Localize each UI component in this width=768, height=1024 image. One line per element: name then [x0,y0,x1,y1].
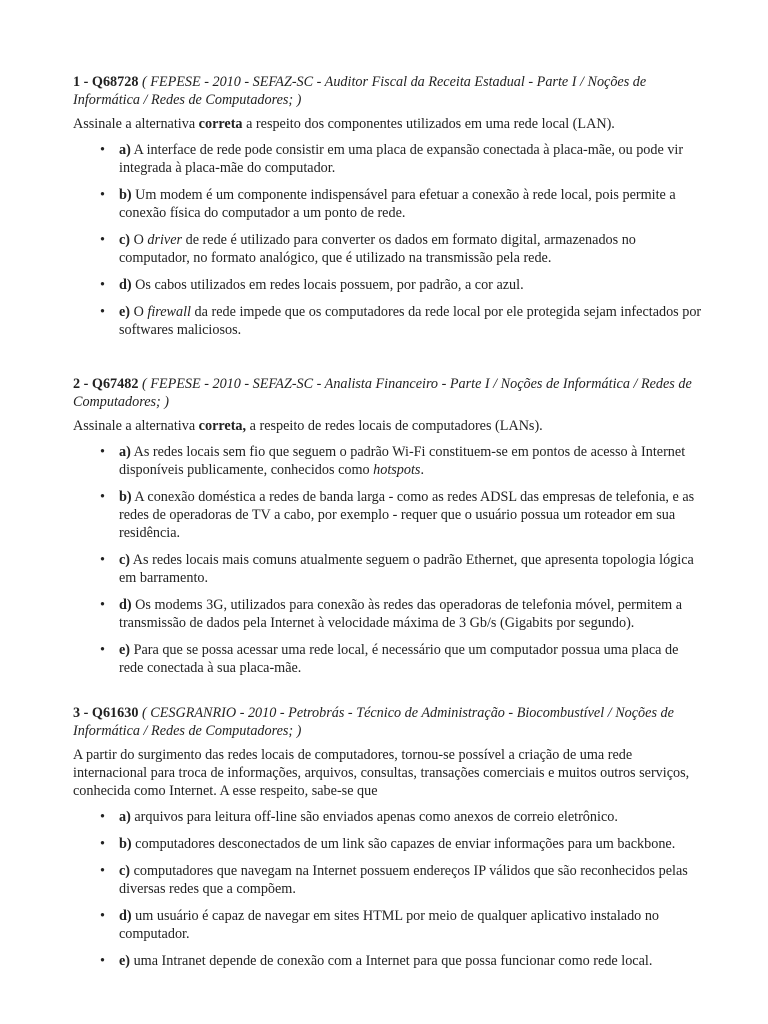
question-number: 3 - Q61630 [73,705,139,721]
question-stem [73,115,703,133]
bullet-icon: • [100,444,105,460]
option-b[interactable] [73,186,703,222]
bullet-icon: • [100,277,105,293]
stem-text: A partir do surgimento das redes locais de computadores, tornou-se possível a criação de uma rede internacional para troca de informações, arquivos, consultas, transações comerciais e muitos outros serviços, conhecida como Internet. A esse respeito, sabe-se que [73,747,690,799]
option-text-end: de rede é utilizado para converter os dados em formato digital, armazenados no computador, no formato analógico, que é utilizado na transmissão pela rede. [119,232,636,266]
option-text: computadores desconectados de um link são capazes de enviar informações para um backbone. [131,836,676,852]
option-text: Um modem é um componente indispensável para efetuar a conexão à rede local, pois permite a conexão física do computador a um ponto de rede. [119,187,676,221]
option-d[interactable] [73,276,703,294]
options-list [73,443,703,677]
option-letter: a) [119,809,131,825]
question-source: ( FEPESE - 2010 - SEFAZ-SC - Analista Financeiro - Parte I / Noções de Informática / Redes de Computadores; ) [73,376,692,410]
option-letter: e) [119,642,131,658]
stem-text-end: a respeito dos componentes utilizados em uma rede local (LAN). [242,116,615,132]
stem-bold: correta [198,116,243,132]
option-letter: d) [119,908,132,924]
option-e[interactable] [73,952,703,970]
question-2 [73,375,703,686]
option-c[interactable] [73,231,703,267]
option-letter: a) [119,444,131,460]
option-a[interactable] [73,443,703,479]
bullet-icon: • [100,809,105,825]
option-letter: d) [119,277,132,293]
question-header [73,375,703,411]
bullet-icon: • [100,489,105,505]
question-stem [73,746,703,800]
option-text: As redes locais sem fio que seguem o padrão Wi-Fi constituem-se em pontos de acesso à Internet disponíveis publicamente, conhecidos como [119,444,686,478]
option-a[interactable] [73,808,703,826]
option-letter: a) [119,142,131,158]
option-e[interactable] [73,641,703,677]
option-b[interactable] [73,488,703,542]
stem-text-end: a respeito de redes locais de computadores (LANs). [246,418,543,434]
option-b[interactable] [73,835,703,853]
option-letter: b) [119,836,132,852]
question-header [73,704,703,740]
option-letter: d) [119,597,132,613]
option-text-end: . [420,462,424,478]
bullet-icon: • [100,187,105,203]
option-text: Para que se possa acessar uma rede local, é necessário que um computador possua uma placa de rede conectada à sua placa-mãe. [119,642,679,676]
bullet-icon: • [100,304,105,320]
option-text: arquivos para leitura off-line são enviados apenas como anexos de correio eletrônico. [130,809,618,825]
question-3 [73,704,703,979]
question-1 [73,73,703,348]
option-d[interactable] [73,596,703,632]
stem-text: Assinale a alternativa [73,116,199,132]
option-text: Os cabos utilizados em redes locais possuem, por padrão, a cor azul. [131,277,524,293]
option-letter: e) [119,953,131,969]
option-text: A conexão doméstica a redes de banda larga - como as redes ADSL das empresas de telefonia, e as redes de operadoras de TV a cabo, por exemplo - requer que o usuário possua um roteador em sua residência. [119,489,695,541]
option-text: computadores que navegam na Internet possuem endereços IP válidos que são reconhecidos pelas diversas redes que a compõem. [119,863,688,897]
bullet-icon: • [100,552,105,568]
option-c[interactable] [73,862,703,898]
question-stem [73,417,703,435]
stem-bold: correta, [198,418,247,434]
option-italic: firewall [147,304,191,320]
option-e[interactable] [73,303,703,339]
option-letter: c) [119,863,131,879]
bullet-icon: • [100,908,105,924]
question-number: 2 - Q67482 [73,376,139,392]
option-letter: b) [119,489,132,505]
option-d[interactable] [73,907,703,943]
option-text: O [130,232,148,248]
option-letter: c) [119,232,131,248]
option-letter: e) [119,304,131,320]
question-header [73,73,703,109]
options-list [73,808,703,970]
option-text: uma Intranet depende de conexão com a Internet para que possa funcionar como rede local. [130,953,653,969]
option-text: O [130,304,148,320]
option-letter: c) [119,552,131,568]
option-letter: b) [119,187,132,203]
question-number: 1 - Q68728 [73,74,139,90]
stem-text: Assinale a alternativa [73,418,199,434]
option-text-end: da rede impede que os computadores da rede local por ele protegida sejam infectados por softwares maliciosos. [119,304,702,338]
question-source: ( FEPESE - 2010 - SEFAZ-SC - Auditor Fiscal da Receita Estadual - Parte I / Noções de Informática / Redes de Computadores; ) [73,74,647,108]
option-a[interactable] [73,141,703,177]
option-italic: driver [147,232,183,248]
options-list [73,141,703,339]
bullet-icon: • [100,642,105,658]
question-source: ( CESGRANRIO - 2010 - Petrobrás - Técnico de Administração - Biocombustível / Noções de Informática / Redes de Computadores; ) [73,705,674,739]
bullet-icon: • [100,597,105,613]
bullet-icon: • [100,232,105,248]
option-italic: hotspots [373,462,421,478]
option-text: um usuário é capaz de navegar em sites HTML por meio de qualquer aplicativo instalado no computador. [119,908,660,942]
bullet-icon: • [100,836,105,852]
option-c[interactable] [73,551,703,587]
bullet-icon: • [100,953,105,969]
option-text: As redes locais mais comuns atualmente seguem o padrão Ethernet, que apresenta topologia lógica em barramento. [119,552,694,586]
option-text: A interface de rede pode consistir em uma placa de expansão conectada à placa-mãe, ou pode vir integrada à placa-mãe do computador. [119,142,684,176]
bullet-icon: • [100,142,105,158]
bullet-icon: • [100,863,105,879]
option-text: Os modems 3G, utilizados para conexão às redes das operadoras de telefonia móvel, permitem a transmissão de dados pela Internet à velocidade máxima de 3 Gb/s (Gigabits por segundo). [119,597,682,631]
